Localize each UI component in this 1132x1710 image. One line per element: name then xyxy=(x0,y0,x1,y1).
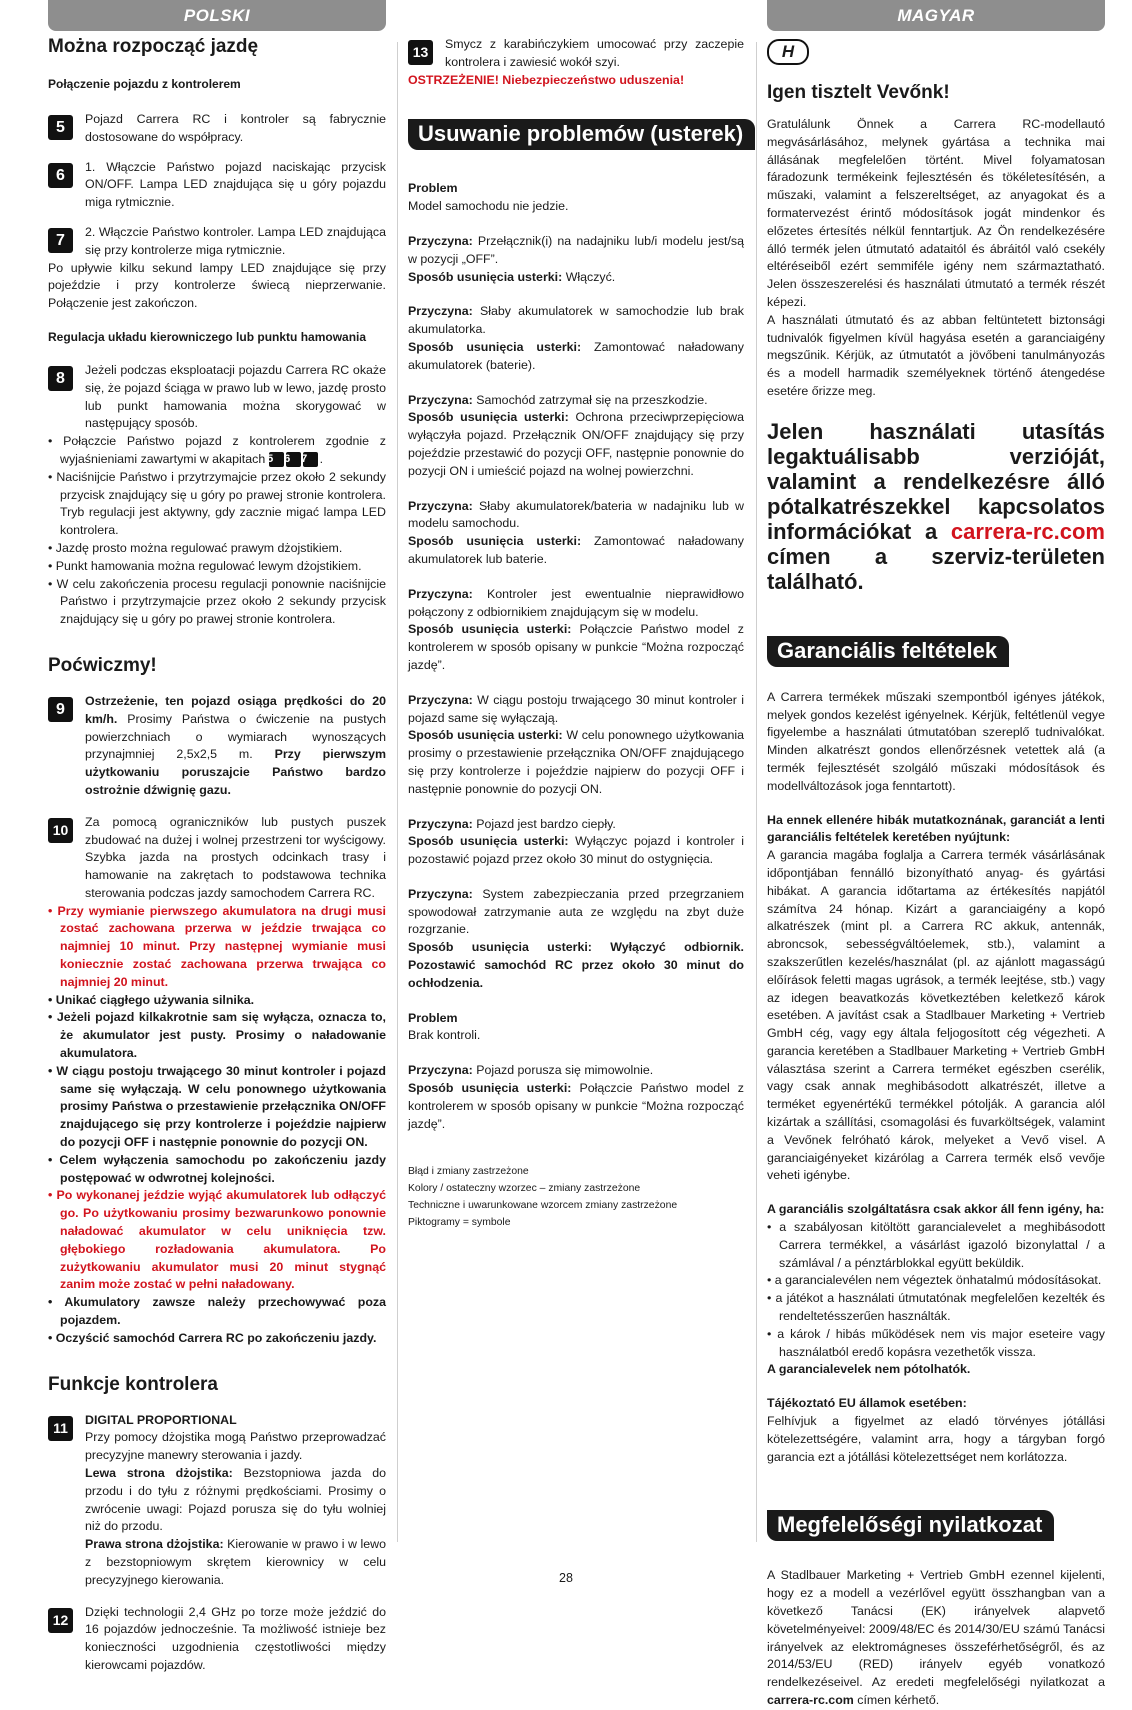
warning-text: OSTRZEŻENIE! Niebezpieczeństwo uduszenia! xyxy=(408,72,685,87)
trouble-item: Przyczyna: Pojazd jest bardzo ciepły. Sposób usunięcia usterki: Wyłączyc pojazd i kontroler i pozostawić pojazd przez około 30 minut do ostygnięcia. xyxy=(408,816,744,867)
list-item: • Akumulatory zawsze należy przechowywać poza pojazdem. xyxy=(48,1295,387,1328)
list-item: • Połączcie Państwo pojazd z kontrolerem zgodnie z wyjaśnieniami zawartymi w akapitach 5 6 7 . xyxy=(48,434,386,466)
section-title: Można rozpocząć jazdę xyxy=(48,36,259,57)
note-line: Techniczne i uwarunkowane wzorcem zmiany zastrzeżone xyxy=(408,1200,678,1212)
paragraph: Gratulálunk Önnek a Carrera RC-modellautó megvásárlásához, melynek gyártása a technika mai állásának megfelelően történt. Mivel folyamatosan fáradozunk termékeink fejlesztésén és tökéletesítésén, a műszaki, valamint a felszereltséget, az anyagokat és a formatervezést érintő módosítások jogát mindenkor és előzetes értesítés nélkül fenntartjuk. Az Ön rendelkezésére álló termék jelen útmutató adatai​tól és ábráitól való csekély eltéréseiből ezért semmiféle igény nem származtatható. Jelen összeszerelési és használati útmutató a termék részét képezi. xyxy=(767,117,1105,309)
language-badge: H xyxy=(767,39,809,65)
step-text: 2. Włączcie Państwo kontroler. Lampa LED znajdująca się przy kontrolerze miga rytmicznie. xyxy=(85,224,386,257)
step-text: Dzięki technologii 2,4 GHz po torze może jeździć do 16 pojazdów jednocześnie. Ta możliwość istnieje bez konieczności uzgodnienia częstotliwości między kierowcami pojazdów. xyxy=(85,1604,386,1672)
list-item: • a garancialevélen nem végeztek önhatalmú módosításokat. xyxy=(767,1273,1102,1288)
list-item: • Jazdę prosto można regulować prawym dżojstikiem. xyxy=(48,540,343,555)
step-number: 11 xyxy=(48,1416,73,1441)
adjust-list xyxy=(48,433,386,629)
list-item: • Unikać ciągłego używania silnika. xyxy=(48,992,255,1007)
trouble-item: Przyczyna: W ciągu postoju trwającego 30 minut kontroler i pojazd same się wyłączają. Sposób usunięcia usterki: W celu ponownego użytkowania prosimy o przestawienie przełącznika ON/OFF znajdującego się przy kontrolerze i pojeździe najpierw do pozycji OFF i następnie ponownie do pozycji ON. xyxy=(408,692,745,796)
list-item: • Oczyścić samochód Carrera RC po zakończeniu jazdy. xyxy=(48,1330,377,1345)
trouble-item: Przyczyna: Samochód zatrzymał się na przeszkodzie. Sposób usunięcia usterki: Ochrona przeciwprzepięciowa wyłączyła pojazd. Przełącznik ON/OFF znajdujący się przy pojeździe przestawić do pozycji OFF, następnie ponownie do pozycji ON i umieścić pojazd na wolnej powierzchni. xyxy=(408,392,744,478)
trouble-item: Przyczyna: System zabezpieczania przed przegrzaniem spowodował zatrzymanie auta ze względu na zbyt duże rozgrzanie. Sposób usunięcia usterki: Wyłączyć odbiornik. Pozostawić samochód RC przez około 30 minut do ochłodzenia. xyxy=(408,886,744,990)
troubleshooting-column: 13 Smycz z karabińczykiem umocować przy zaczepie kontrolera i zawiesić wokół szyi. OSTRZEŻENIE! Niebezpieczeństwo uduszenia! Usuwanie problemów (usterek) Problem Model samochodu nie jedzie. Przyczyna: Przełącznik(i) na nadajniku lub/i modelu jest/są w pozycji „OFF”. Sposób usunięcia usterki: Włączyć. Przyczyna: Słaby akumulatorek w samochodzie lub brak akumulatorka. Sposób usunięcia usterki: Zamontować naładowany akumulatorek (baterie). Przyczyna: Samochód zatrzymał się na przeszkodzie. Sposób usunięcia usterki: Ochrona przeciwprzepięciowa wyłączyła pojazd. Przełącznik ON/OFF znajdujący się przy pojeździe przestawić do pozycji OFF, następnie ponownie do pozycji ON i umieścić pojazd na wolnej powierzchni. Przyczyna: Słaby akumulatorek/bateria w nadajniku lub w modelu samochodu. Sposób usunięcia usterki: Zamontować naładowany akumulatorek lub baterie. Przyczyna: Kontroler jest ewentualnie nieprawidłowo połączony z odbiornikiem znajdującym się w modelu. Sposób usunięcia usterki: Połączcie Państwo model z kontrolerem w sposób opisany w punkcie “Można rozpocząć jazdę”. Przyczyna: W ciągu postoju trwającego 30 minut kontroler i pojazd same się wyłączają. Sposób usunięcia usterki: W celu ponownego użytkowania prosimy o przestawienie przełącznika ON/OFF znajdującego się przy kontrolerze i pojeździe najpierw do pozycji OFF i następnie ponownie do pozycji ON. Przyczyna: Pojazd jest bardzo ciepły. Sposób usunięcia usterki: Wyłączyc pojazd i kontroler i pozostawić pojazd przez około 30 minut do ostygnięcia. Przyczyna: System zabezpieczania przed przegrzaniem spowodował zatrzymanie auta ze względu na zbyt duże rozgrzanie. Sposób usunięcia usterki: Wyłączyć odbiornik. Pozostawić samochód RC przez około 30 minut do ochłodzenia. Problem Brak kontroli. Przyczyna: Pojazd porusza się mimowolnie. Sposób usunięcia usterki: Połączcie Państwo model z kontrolerem w sposób opisany w punkcie “Można rozpocząć jazdę”. Błąd i zmiany zastrzeżone Kolory / ostateczny wzorzec – zmiany zastrzeżone Techniczne i uwarunkowane wzorcem zmiany zastrzeżone Piktogramy = symbole xyxy=(408,36,744,1231)
list-item: • a játékot a használati útmutatónak megfelelően kezelték és rendeltetésszerűen használták. xyxy=(767,1291,1106,1324)
trouble-item: Przyczyna: Kontroler jest ewentualnie nieprawidłowo połączony z odbiornikiem znajdującym się w modelu. Sposób usunięcia usterki: Połączcie Państwo model z kontrolerem w sposób opisany w punkcie “Można rozpocząć jazdę”. xyxy=(408,586,745,672)
step-9: 9 Ostrzeżenie, ten pojazd osiąga prędkości do 20 km/h. Prosimy Państwa o ćwiczenie na pustych powierzchniach o wymiarach wynoszących przynajmniej 2,5x2,5 m. Przy pierwszym użytkowaniu poruszajcie Państwo bardzo ostrożnie dźwignię gazu. xyxy=(48,693,386,800)
page-number: 28 xyxy=(559,1571,573,1585)
step-ref: 6 xyxy=(286,452,301,467)
paragraph: Po upływie kilku sekund lampy LED znajdujące się przy pojeździe i przy kontrolerze świecą nieprzerwanie. Połączenie jest zakończon. xyxy=(48,260,386,311)
website-link[interactable]: carrera-rc.com xyxy=(950,518,1105,544)
step-number: 7 xyxy=(48,228,73,253)
trouble-item: Przyczyna: Pojazd porusza się mimowolnie. Sposób usunięcia usterki: Połączcie Państwo model z kontrolerem w sposób opisany w punkcie “Można rozpocząć jazdę”. xyxy=(408,1063,745,1131)
step-11: 11 DIGITAL PROPORTIONAL Przy pomocy dżojstika mogą Państwo przeprowadzać precyzyjne manewry sterowania i jazdy. Lewa strona dżojstika: Bezstopniowa jazda do przodu i do tyłu z różnymi prędkościami. Prosimy o zwrócenie uwagi: Pojazd porusza się do tyłu wolniej niż do przodu. Prawa strona dżojstika: Kierowanie w prawo i w lewo z bezstopniowym skrętem kierownicy w celu precyzyjnego kierowania. xyxy=(48,1412,386,1590)
step-number: 5 xyxy=(48,115,73,140)
list-item: • Po wykonanej jeździe wyjąć akumulatorek lub odłączyć go. Po użytkowaniu prosimy bezwarunkowo ponownie naładować akumulator w celu uniknięcia tzw. głębokiego rozładowania akumulatora. Po zużytkowaniu akumulator musi 20 minut stygnąć zanim może zostać w pełni naładowany. xyxy=(48,1188,387,1292)
list-item: • Punkt hamowania można regulować lewym dżojstikiem. xyxy=(48,558,362,573)
language-header: MAGYAR xyxy=(767,0,1105,31)
greeting: Igen tisztelt Vevőnk! xyxy=(767,82,950,103)
note-line: Kolory / ostateczny wzorzec – zmiany zastrzeżone xyxy=(408,1183,641,1195)
disclaimer-notes xyxy=(408,1163,744,1231)
step-8 xyxy=(48,362,386,433)
trouble-item: Przyczyna: Przełącznik(i) na nadajniku lub/i modelu jest/są w pozycji „OFF”. Sposób usunięcia usterki: Włączyć. xyxy=(408,233,744,284)
paragraph: Felhívjuk a figyelmet az eladó törvényes jótállási kötelezettségére, valamint arra, hogy a tárgyban forgó garancia ezt a jótállási kötelezettséget nem korlátozza. xyxy=(767,1414,1105,1464)
column-divider xyxy=(756,42,757,1542)
website-link[interactable]: carrera-rc.com xyxy=(767,1693,854,1707)
step-text: 1. Włączcie Państwo pojazd naciskając przycisk ON/OFF. Lampa LED znajdująca się u góry pojazdu miga rytmicznie. xyxy=(85,159,386,210)
step-number: 12 xyxy=(48,1608,73,1633)
list-item: • W celu zakończenia procesu regulacji ponownie naciśnijcie Państwo i przytrzymajcie przez około 2 sekundy przycisk znajdujący się u góry po prawej stronie kontrolera. xyxy=(48,576,387,627)
note-line: Piktogramy = symbole xyxy=(408,1217,511,1229)
paragraph: A Carrera termékek műszaki szempontból igényes játékok, melyek gondos kezelést igényelnek. Kérjük, feltétlenül vegye figyelembe a használati útmutatóban szereplő tudnivalókat. Minden alkatrészt gondos ellenőrzésnek vetettek alá (a termék fejlesztését szolgáló műszaki módosítások és modellváltozások joga fenntartott). xyxy=(767,689,1105,793)
step-6 xyxy=(48,159,386,212)
info-callout: Jelen használati utasítás legaktuálisabb verzióját, valamint a rendelkezésre álló pótalkatrészekkel kapcsolatos információkat a carrera-rc.com címen a szerviz-területen található. xyxy=(767,418,1105,594)
paragraph: A garanciális szolgáltatásra csak akkor áll fenn igény, ha: xyxy=(767,1202,1105,1217)
step-number: 6 xyxy=(48,163,73,188)
paragraph: A Stadlbauer Marketing + Vertrieb GmbH ezennel kijelenti, hogy ez a modell a vezérlővel együtt összhangban van a következő Tanácsi (EK) irányelvek alapvető követelményeivel: 2009/48/EC és 2014/30/EU számú Tanácsi irányelvek az elektromágneses összeférhetőségről, és az 2014/53/EU (RED) irányelv egyéb vonatkozó rendelkezéseivel. Az eredeti megfelelőségi nyilatkozat a carrera-rc.com címen kérhető. xyxy=(767,1568,1105,1707)
trouble-item: Przyczyna: Słaby akumulatorek w samochodzie lub brak akumulatorka. Sposób usunięcia usterki: Zamontować naładowany akumulatorek (baterie). xyxy=(408,304,745,372)
list-item: • a károk / hibás működések nem vis major eseteire vagy használatból eredő kopásra vezethetők vissza. xyxy=(767,1326,1105,1359)
trouble-list xyxy=(408,233,744,1010)
section-title: Poćwiczmy! xyxy=(48,654,157,676)
tips-list xyxy=(48,903,386,1348)
section-banner: Megfelelőségi nyilatkozat xyxy=(767,1510,1054,1541)
list-item: • Przy wymianie pierwszego akumulatora na drugi musi zostać zachowana przerwa w jeździe trwająca co najmniej 10 minut. Przy następnej wymianie musi koniecznie zostać zachowana przerwa trwająca co najmniej 20 minut. xyxy=(48,903,386,989)
step-13 xyxy=(408,36,744,72)
subheading: Regulacja układu kierowniczego lub punktu hamowania xyxy=(48,329,367,344)
step-text: Pojazd Carrera RC i kontroler są fabrycznie dostosowane do współpracy. xyxy=(85,112,386,144)
step-text: Smycz z karabińczykiem umocować przy zaczepie kontrolera i zawiesić wokół szyi. xyxy=(445,37,744,69)
paragraph: Tájékoztató EU államok esetében: xyxy=(767,1396,967,1411)
step-ref: 7 xyxy=(303,452,318,467)
step-text: Jeżeli podczas eksploatacji pojazdu Carrera RC okaże się, że pojazd ściąga w prawo lub w lewo, jazdę prosto lub punkt hamowania można skorygować w następujący sposób. xyxy=(85,362,386,431)
paragraph: A garancia magába foglalja a Carrera termék vásárlásának időpontjában fennálló bizonyítható anyag- és gyártási hibákat. A garancia időtartama az értékesítés napjától számítva 24 hónap. Kizárt a garanciaigény a kopó alkatrészek (mint pl. a Carrera RC akkuk, antennák, abroncsok, sebességváltóelemek, stb.), valamint a szakszerűtlen kezelés/használat (pl. az ajánlott magasságú előírások feletti magas ugrások, a termék leejtése, stb.) vagy az idegen beavatkozás következtében keletkező károk esetében. A javítást csak a Stadlbauer Marketing + Vertrieb GmbH cég, vagy egy általa feljogosított cég végezheti. A garancia keretében a Stadlbauer Marketing + Vertrieb GmbH választása szerint a Carrera terméket egészben cserélik, vagy csak annak meghibásodott alkatrészét, illetve a terméket egyenértékű termékkel pótolják. A garancia alól kizártak a szállítási, csomagolási és fuvarköltségek, valamint a Vevőnek felróható károk, melyeket a Vevő visel. A garanciaigényeket kizárólag a Carrera termék első vevője veheti igénybe. xyxy=(767,848,1105,1183)
trouble-item: Przyczyna: Słaby akumulatorek/bateria w nadajniku lub w modelu samochodu. Sposób usunięcia usterki: Zamontować naładowany akumulatorek lub baterie. xyxy=(408,498,745,566)
step-7 xyxy=(48,224,386,260)
list-item: • a szabályosan kitöltött garancialevelet a meghibásodott Carrera termékkel, a vásárlást igazoló bizonylattal / a számlával / a pénztárblokkal együtt beküldik. xyxy=(767,1220,1106,1270)
step-number: 8 xyxy=(48,366,73,391)
step-number: 13 xyxy=(408,40,433,65)
list-item: • Jeżeli pojazd kilkakrotnie sam się wyłącza, oznacza to, że akumulator jest pusty. Prosimy o naładowanie akumulatora. xyxy=(48,1010,386,1061)
step-number: 10 xyxy=(48,818,73,843)
step-number: 9 xyxy=(48,697,73,722)
list-item: • Celem wyłączenia samochodu po zakończeniu jazdy postępować w odwrotnej kolejności. xyxy=(48,1152,386,1185)
section-title: Funkcje kontrolera xyxy=(48,1373,218,1395)
list-item: • W ciągu postoju trwającego 30 minut kontroler i pojazd same się wyłączają. W celu ponownego użytkowania prosimy Państwa o przestawienie przełącznika ON/OFF znajdującego się przy kontrolerze i pojeździe najpierw do pozycji OFF i następnie ponownie do pozycji ON. xyxy=(48,1063,387,1150)
language-header: POLSKI xyxy=(48,0,386,31)
column-divider xyxy=(397,42,398,1542)
step-5 xyxy=(48,111,386,147)
polish-column xyxy=(48,0,386,1675)
subheading: Połączenie pojazdu z kontrolerem xyxy=(48,77,241,91)
section-banner: Usuwanie problemów (usterek) xyxy=(408,119,755,150)
paragraph: A használati útmutató és az abban feltüntetett biztonsági tudnivalók figyelmen kívül hagyása esetén a garanciaigény megszűnik. Kérjük, az útmutatót a jövőbeni tanulmányozás és a modell harmadik személyeknek történő átengedése esetére őrizze meg. xyxy=(767,312,1105,398)
guarantee-list xyxy=(767,1219,1105,1361)
step-10 xyxy=(48,814,386,903)
step-12 xyxy=(48,1604,386,1675)
step-text: Za pomocą ograniczników lub pustych puszek zbudować na dużej i wolnej przestrzeni tor wyścigowy. Szybka jazda na prostych odcinkach trasy i hamowanie na zakrętach to podstawowa technika sterowania podczas jazdy samochodem Carrera RC. xyxy=(85,814,386,900)
note-line: Błąd i zmiany zastrzeżone xyxy=(408,1166,529,1178)
paragraph: A garancialevelek nem pótolhatók. xyxy=(767,1362,971,1377)
step-ref: 5 xyxy=(269,452,284,467)
section-banner: Garanciális feltételek xyxy=(767,636,1009,667)
hungarian-column xyxy=(767,0,1105,1710)
paragraph: Ha ennek ellenére hibák mutatkoznának, garanciát a lenti garanciális feltételek keretében nyújtunk: xyxy=(767,812,1105,845)
list-item: • Naciśnijcie Państwo i przytrzymajcie przez około 2 sekundy przycisk znajdujący się u góry po prawej stronie kontrolera. Tryb regulacji jest aktywny, gdy zacznie migać lampa LED kontrolera. xyxy=(48,469,386,538)
